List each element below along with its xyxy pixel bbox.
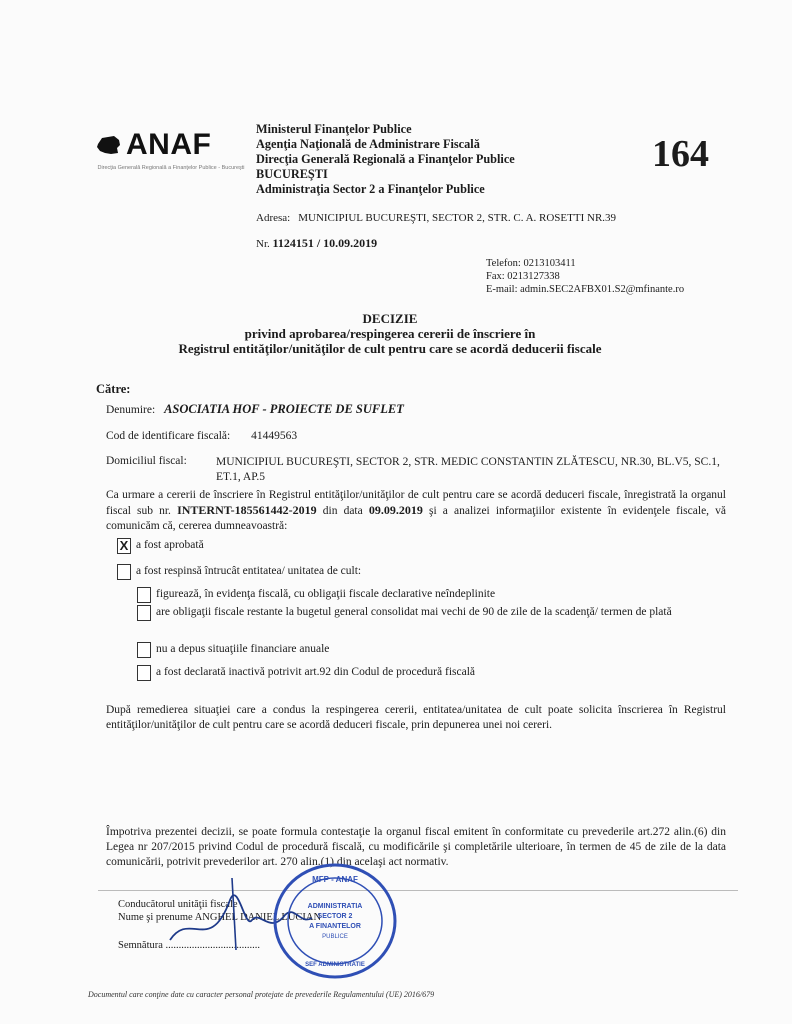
checkbox-reason-financial[interactable] xyxy=(137,642,151,658)
logo-subtext: Direcţia Generală Regională a Finanţelor Publice - Bucureşti xyxy=(97,165,245,171)
contestation-paragraph: Împotriva prezentei decizii, se poate formula contestaţie la organul fiscal emitent în conformitate cu prevederile art.272 alin.(6) din Legea nr 207/2015 privind Codul de procedură fiscală, cu modificările şi completările ulterioare, în termen de 45 de zile de la data comunicării, potrivit prevederilor art. 270 alin.(1) din acelaşi act normativ. xyxy=(106,826,726,868)
ministry-line: BUCUREŞTI xyxy=(256,167,328,181)
contact-block xyxy=(486,257,684,296)
fiscal-code-row xyxy=(106,430,297,442)
fiscal-domicile-row xyxy=(106,455,736,485)
ministry-line: Administraţia Sector 2 a Finanţelor Publice xyxy=(256,182,485,196)
checkbox-rejected[interactable] xyxy=(117,564,131,580)
phone: Telefon: 0213103411 xyxy=(486,258,576,269)
signer-name-label: Nume şi prenume xyxy=(118,912,193,923)
option-label: a fost declarată inactivă potrivit art.92 din Codul de procedură fiscală xyxy=(156,666,476,678)
request-paragraph xyxy=(106,488,726,534)
signer-name-value: ANGHEL DANIEL LUCIAN xyxy=(194,912,322,923)
registration-number xyxy=(256,236,377,251)
reason-financial-statements xyxy=(137,642,329,658)
fiscal-domicile-label: Domiciliul fiscal: xyxy=(106,455,187,467)
anaf-logo xyxy=(96,128,246,171)
recipient-name-label: Denumire: xyxy=(106,404,156,416)
stamp-text: A FINANTELOR xyxy=(309,923,361,930)
title-line: privind aprobarea/respingerea cererii de înscriere în xyxy=(244,326,536,341)
option-approved xyxy=(117,538,204,554)
option-label: nu a depus situaţiile financiare anuale xyxy=(156,643,330,655)
fax: Fax: 0213127338 xyxy=(486,271,560,282)
logo-text: ANAF xyxy=(126,128,212,161)
reason-inactive xyxy=(137,665,475,681)
checkbox-reason-arrears[interactable] xyxy=(137,605,151,621)
document-number: 164 xyxy=(652,133,709,175)
reason-declarative xyxy=(137,587,495,603)
option-label: are obligaţii fiscale restante la bugetul general consolidat mai vechi de 90 de zile de la scadenţă/ termen de plată xyxy=(156,606,672,618)
nr-label: Nr. xyxy=(256,238,270,250)
romania-map-icon xyxy=(96,134,122,156)
paragraph-text: şi a analizei informaţiilor existente în evidenţele fiscale, vă comunicăm că, cererea dumneavoastră: xyxy=(106,505,727,532)
nr-value: 1124151 / 10.09.2019 xyxy=(272,236,378,250)
gdpr-notice: Documentul care conţine date cu caracter personal protejate de prevederile Regulamentului (UE) 2016/679 xyxy=(88,990,435,999)
signature-label: Semnătura .................................... xyxy=(118,940,261,951)
stamp-text: PUBLICE xyxy=(322,934,348,940)
address xyxy=(256,212,616,224)
fiscal-code-label: Cod de identificare fiscală: xyxy=(106,430,231,442)
stamp-text: ADMINISTRATIA xyxy=(307,903,363,910)
official-stamp xyxy=(270,860,400,982)
ministry-line: Ministerul Finanţelor Publice xyxy=(256,122,412,136)
ministry-header xyxy=(256,122,515,197)
reason-arrears xyxy=(137,605,717,621)
fiscal-code-value: 41449563 xyxy=(251,430,298,442)
checkbox-approved[interactable]: X xyxy=(117,538,131,554)
email: E-mail: admin.SEC2AFBX01.S2@mfinante.ro xyxy=(486,284,685,295)
recipient-name-row xyxy=(106,402,404,417)
option-label: a fost aprobată xyxy=(136,539,204,551)
recipient-heading: Către: xyxy=(96,382,131,396)
recipient-name-value: ASOCIATIA HOF - PROIECTE DE SUFLET xyxy=(164,402,404,416)
option-label: figurează, în evidenţa fiscală, cu obligaţii fiscale declarative neîndeplinite xyxy=(156,588,496,600)
title-line: Registrul entităţilor/unităţilor de cult pentru care se acordă deducerii fiscale xyxy=(178,341,602,356)
conducator-label: Conducătorul unităţii fiscale xyxy=(118,899,238,910)
paragraph-text: Ca urmare a cererii de înscriere în Registrul entităţilor/unităţilor de cult pentru care se acordă deduceri fiscale, înregistrată la organul fiscal sub nr. xyxy=(106,489,726,517)
stamp-text: SECTOR 2 xyxy=(317,913,353,920)
address-value: MUNICIPIUL BUCUREŞTI, SECTOR 2, STR. C. A. ROSETTI NR.39 xyxy=(298,212,617,224)
ministry-line: Direcţia Generală Regională a Finanţelor Publice xyxy=(256,152,515,166)
fiscal-domicile-value: MUNICIPIUL BUCUREŞTI, SECTOR 2, STR. MEDIC CONSTANTIN ZLĂTESCU, NR.30, BL.V5, SC.1, ET.1, AP.5 xyxy=(216,456,720,483)
option-rejected xyxy=(117,564,361,580)
stamp-text: SEF ADMINISTRATIE xyxy=(305,962,365,968)
request-registration-number: INTERNT-185561442-2019 xyxy=(177,503,317,517)
checkbox-reason-declarative[interactable] xyxy=(137,587,151,603)
option-label: a fost respinsă întrucât entitatea/ unitatea de cult: xyxy=(136,565,362,577)
title-line: DECIZIE xyxy=(362,311,418,326)
checkbox-reason-inactive[interactable] xyxy=(137,665,151,681)
document-title xyxy=(80,311,700,356)
remediation-paragraph: După remedierea situaţiei care a condus la respingerea cererii, entitatea/unitatea de cult poate solicita înscrierea în Registrul entităţilor/unităţilor de cult pentru care se acordă deduceri fiscale, prin depunerea unei noi cereri. xyxy=(106,704,726,731)
stamp-text: MFP - ANAF xyxy=(312,875,358,884)
paragraph-text: din data xyxy=(322,505,363,517)
ministry-line: Agenţia Naţională de Administrare Fiscală xyxy=(256,137,480,151)
request-date: 09.09.2019 xyxy=(368,503,423,517)
address-label: Adresa: xyxy=(256,212,291,224)
